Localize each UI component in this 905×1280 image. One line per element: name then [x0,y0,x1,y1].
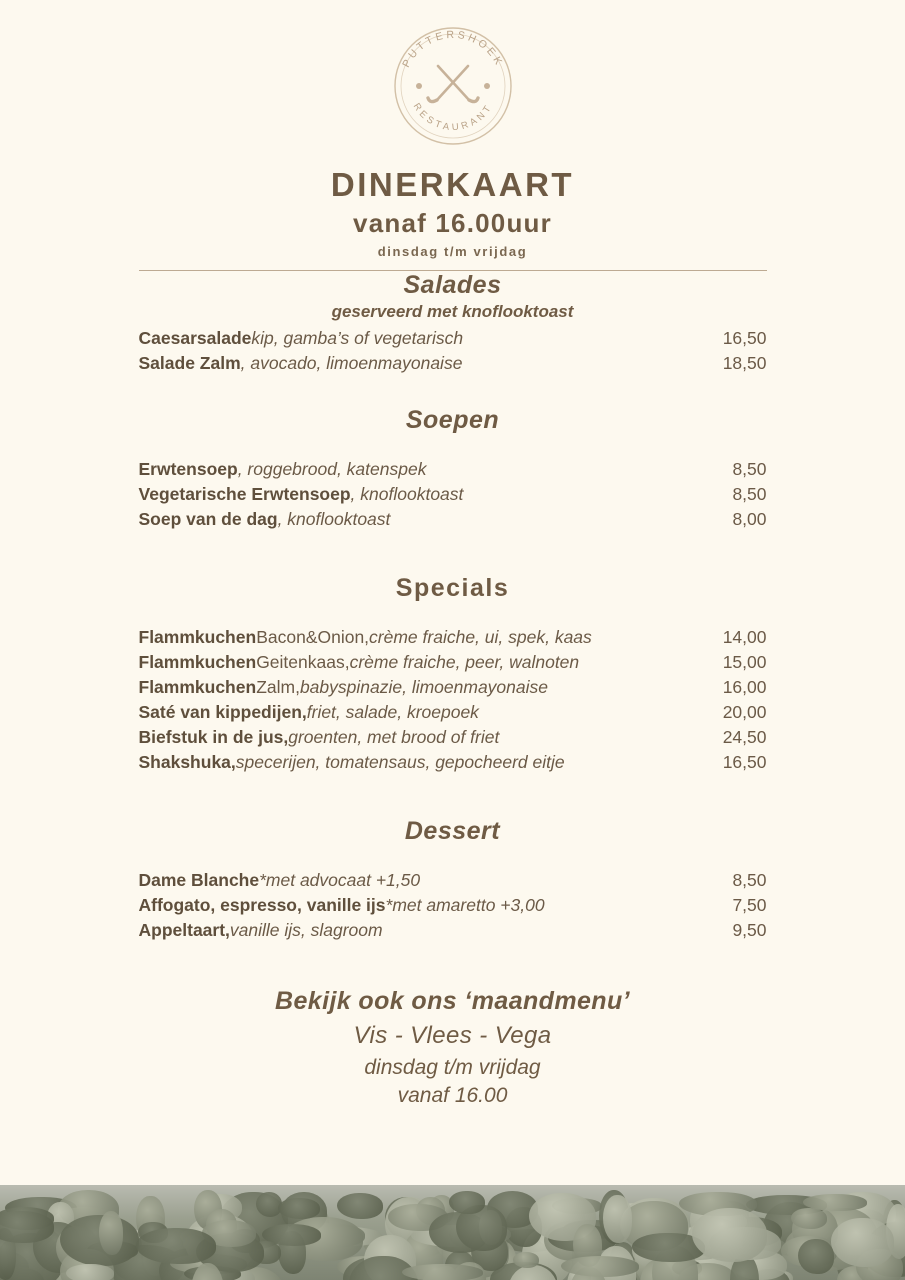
menu-item-text [139,750,565,775]
menu-item [139,675,767,700]
menu-item-text [139,457,427,482]
menu-item-text [139,351,463,376]
menu-item-name: Salade Zalm [138,353,241,373]
menu-item-text [139,675,549,700]
menu-item-description: kip, gamba’s of vegetarisch [251,328,464,348]
foliage-shape [831,1218,894,1267]
foliage-shape [798,1239,834,1275]
menu-item-description: specerijen, tomatensaus, gepocheerd eitje [235,752,565,772]
menu-item-text [139,700,479,725]
menu-item-description: *met advocaat +1,50 [259,870,421,890]
menu-item-name: Erwtensoep [138,459,238,479]
foliage-shape [337,1193,383,1219]
foliage-shape [449,1191,484,1214]
menu-item [139,750,767,775]
menu-item-price: 8,00 [732,509,767,529]
menu-item [139,700,767,725]
menu-item-variant: Geitenkaas, [256,652,350,672]
menu-item-name: Flammkuchen [138,627,257,647]
menu-item-name: Dame Blanche [138,870,260,890]
menu-item-name: Saté van kippedijen, [138,702,307,722]
menu-item [139,326,767,351]
foliage-shape [0,1211,54,1243]
foliage-shape [561,1256,639,1276]
menu-header [0,166,905,271]
menu-item-text [139,918,383,943]
menu-item [139,482,767,507]
section-title: Salades [403,271,502,299]
menu-item-text [139,725,500,750]
menu-section [139,406,767,532]
menu-item-text [139,650,580,675]
bottom-photo-strip [0,1185,905,1280]
foliage-shape [99,1211,123,1255]
section-subtitle: geserveerd met knoflooktoast [331,302,574,321]
foliage-shape [791,1208,826,1229]
menu-item-name: Flammkuchen [138,652,257,672]
menu-item-variant: Bacon&Onion, [256,627,370,647]
menu-item-price: 16,00 [722,677,767,697]
menu-item-description: , knoflooktoast [350,484,464,504]
menu-item-description: vanille ijs, slagroom [229,920,383,940]
menu-item-name: Flammkuchen [138,677,257,697]
menu-item-description: , roggebrood, katenspek [237,459,427,479]
menu-item-name: Soep van de dag [138,509,278,529]
section-title-spacer [139,846,767,864]
menu-item-text [139,326,464,351]
menu-item-description: , avocado, limoenmayonaise [240,353,463,373]
menu-item-description: crème fraiche, peer, walnoten [349,652,580,672]
foliage-shape [402,1264,483,1280]
menu-item-price: 16,50 [722,752,767,772]
section-spacer [139,376,767,406]
menu-item [139,868,767,893]
section-title: Specials [395,574,510,602]
menu-section [139,271,767,376]
page-title: DINERKAART [330,166,575,203]
menu-item-price: 8,50 [732,459,767,479]
menu-section [139,574,767,775]
menu-item-name: Caesarsalade [138,328,252,348]
menu-item-price: 9,50 [732,920,767,940]
foliage-shape [66,1264,114,1280]
footer-line-2: Vis - Vlees - Vega [353,1022,552,1049]
menu-item-name: Shakshuka, [138,752,236,772]
foliage-shape [513,1252,539,1268]
menu-item-list [139,326,767,376]
menu-item-list [139,625,767,775]
section-title: Soepen [405,406,500,434]
menu-item-price: 16,50 [722,328,767,348]
menu-item-text [139,507,391,532]
menu-item [139,625,767,650]
foliage-shape [603,1195,632,1244]
menu-item-description: crème fraiche, ui, spek, kaas [369,627,592,647]
section-spacer [139,775,767,817]
menu-item [139,893,767,918]
menu-item-description: , knoflooktoast [277,509,391,529]
menu-item-price: 18,50 [722,353,767,373]
menu-item-name: Vegetarische Erwtensoep [138,484,351,504]
foliage-shape [692,1208,767,1261]
section-title: Dessert [404,817,501,845]
logo-top-text: PUTTERSHOEK [399,28,506,70]
menu-item-description: friet, salade, kroepoek [306,702,479,722]
menu-item-text [139,625,592,650]
page-subtitle: vanaf 16.00uur [353,208,552,238]
footer-line-1: Bekijk ook ons ‘maandmenu’ [275,987,630,1015]
menu-item-price: 15,00 [722,652,767,672]
foliage-shape [278,1198,320,1219]
menu-item [139,650,767,675]
menu-footer-wrap [139,987,767,1108]
menu-item-variant: Zalm, [256,677,300,697]
menu-item [139,918,767,943]
menu-item-name: Biefstuk in de jus, [138,727,289,747]
menu-item-price: 24,50 [722,727,767,747]
menu-item-description: groenten, met brood of friet [288,727,500,747]
section-spacer [139,532,767,574]
menu-section [139,817,767,943]
footer-line-4: vanaf 16.00 [397,1084,508,1107]
logo-container [0,0,905,156]
menu-footer [139,987,767,1108]
menu-item-list [139,457,767,532]
foliage-shape [803,1194,867,1211]
footer-line-3: dinsdag t/m vrijdag [364,1056,541,1079]
menu-item-text [139,482,464,507]
section-title-spacer [139,435,767,453]
menu-item-price: 20,00 [722,702,767,722]
page-days: dinsdag t/m vrijdag [377,244,528,259]
menu-item-price: 14,00 [722,627,767,647]
restaurant-logo [383,16,523,156]
menu-item-text [139,868,421,893]
menu-item [139,725,767,750]
menu-item-name: Appeltaart, [138,920,230,940]
logo-bottom-text: RESTAURANT [410,101,495,134]
menu-item-text [139,893,545,918]
section-title-spacer [139,603,767,621]
menu-item-description: *met amaretto +3,00 [385,895,545,915]
menu-item-price: 7,50 [732,895,767,915]
menu-item-price: 8,50 [732,484,767,504]
menu-item-price: 8,50 [732,870,767,890]
menu-item-list [139,868,767,943]
menu-item [139,507,767,532]
menu-item-name: Affogato, espresso, vanille ijs [138,895,386,915]
menu-item-description: babyspinazie, limoenmayonaise [299,677,548,697]
svg-text:PUTTERSHOEK [400,29,506,70]
menu-content [139,271,767,943]
menu-item [139,351,767,376]
menu-item [139,457,767,482]
